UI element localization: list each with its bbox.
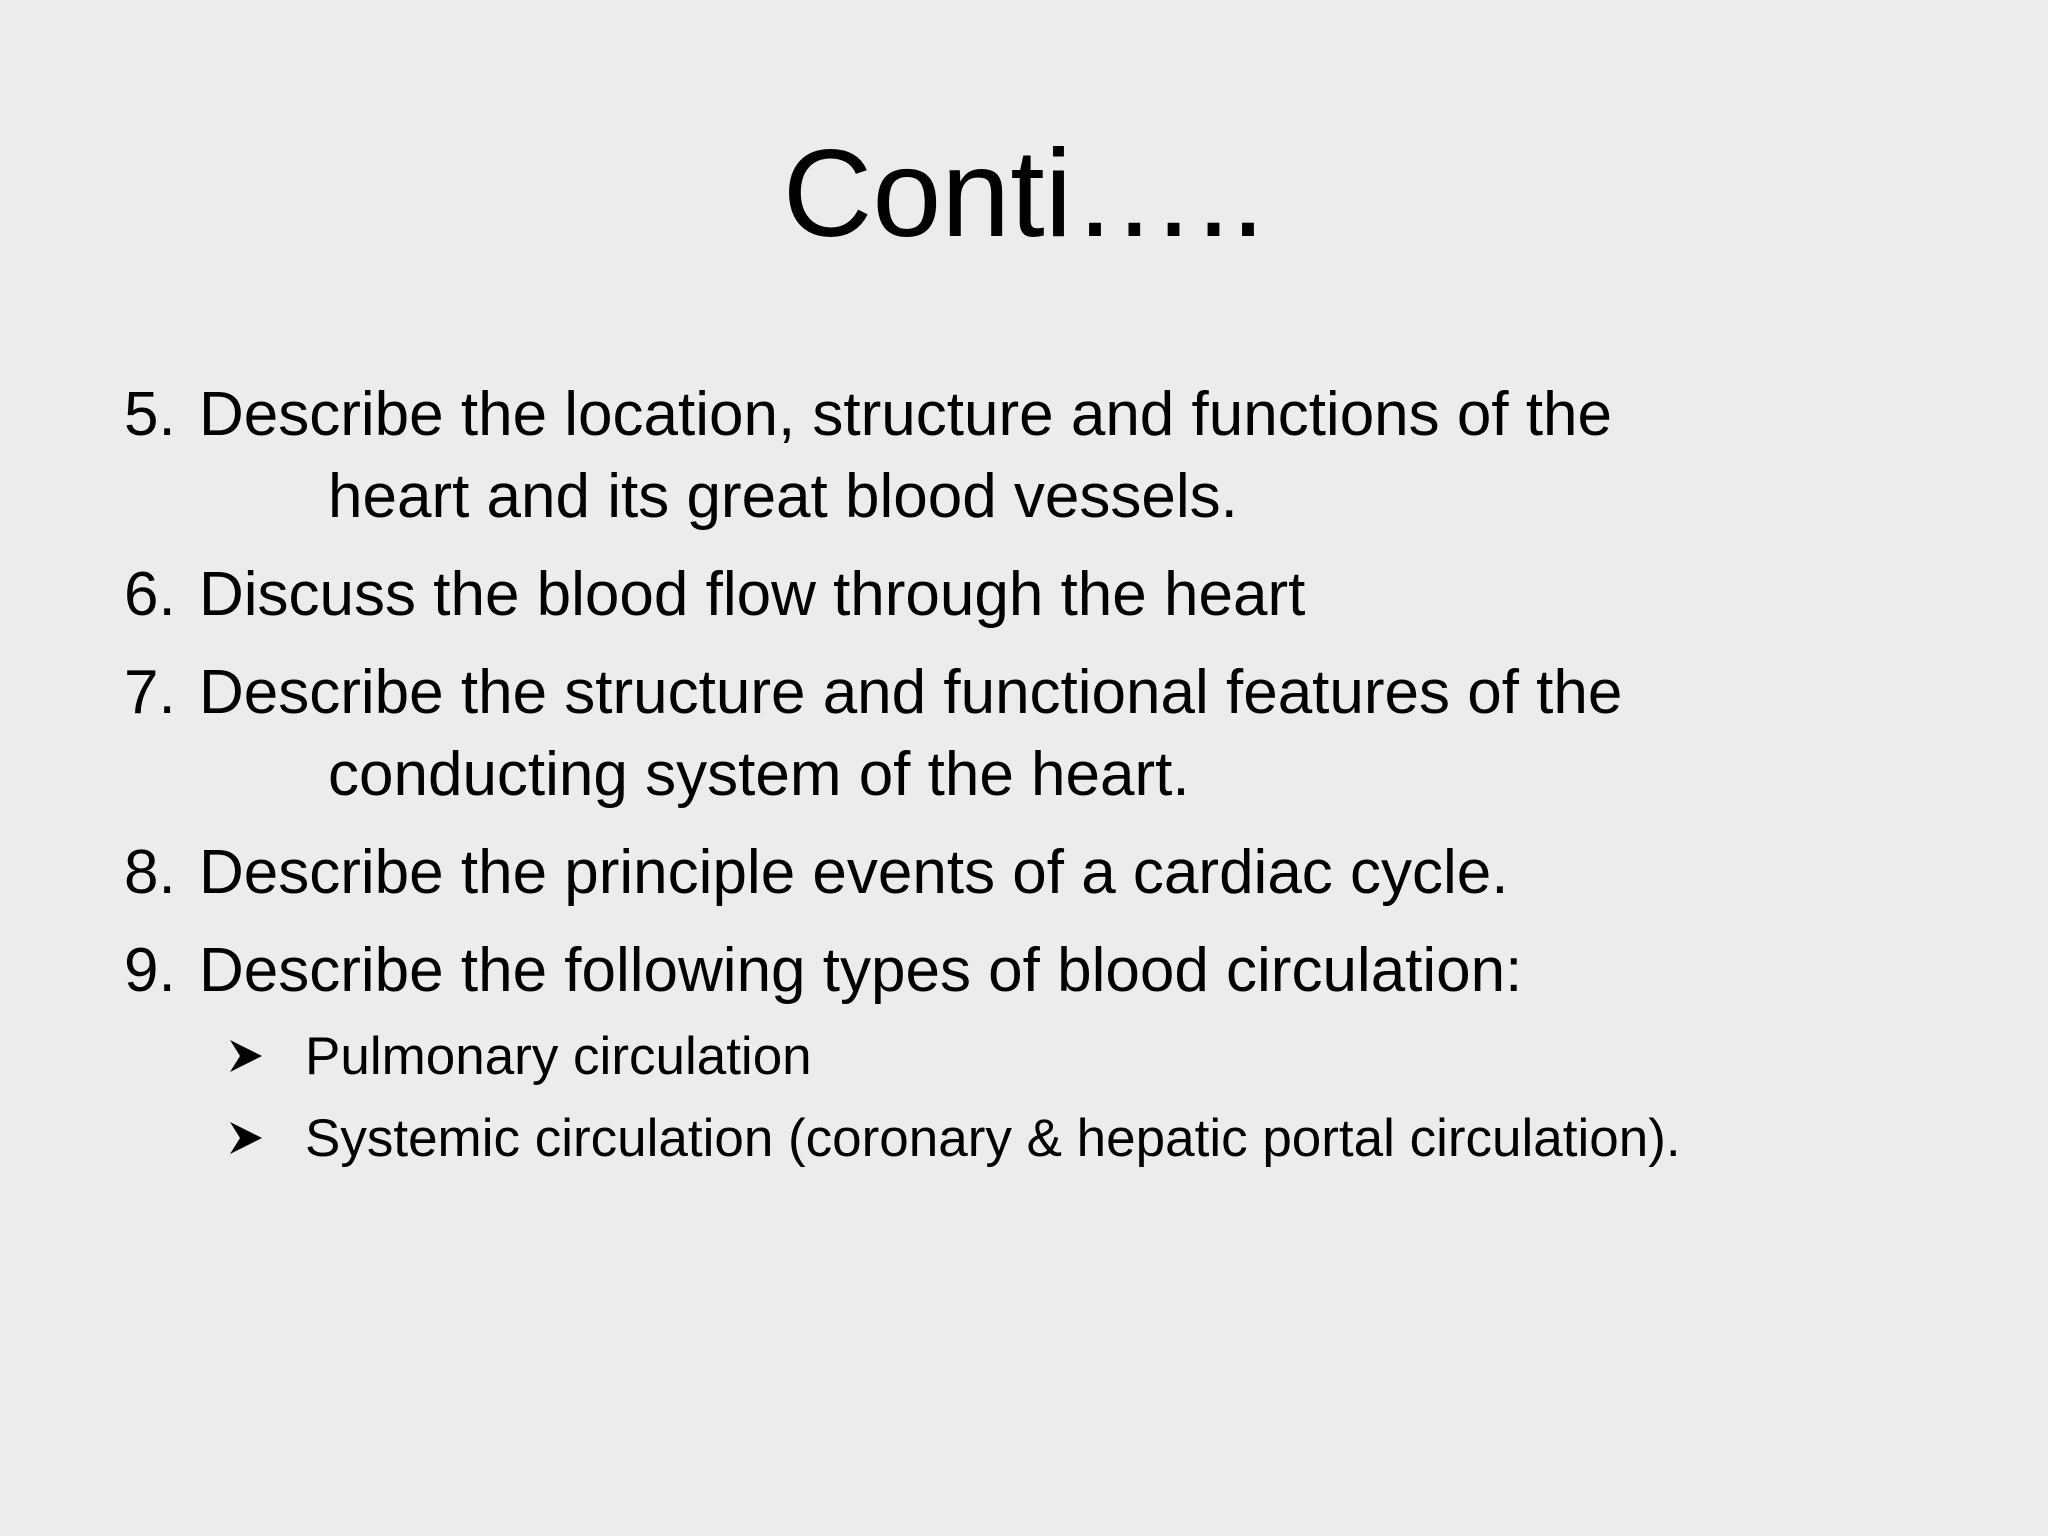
objectives-list xyxy=(124,374,1984,1196)
slide-title: Conti….. xyxy=(782,125,1266,263)
item-number: 7. xyxy=(124,658,176,727)
list-item xyxy=(124,652,1984,816)
item-number: 5. xyxy=(124,380,176,449)
item-text-line2: conducting system of the heart. xyxy=(328,740,1190,809)
item-text-line1: Describe the following types of blood circulation: xyxy=(199,936,1523,1005)
item-text-line1: Discuss the blood flow through the heart xyxy=(199,560,1306,629)
list-item xyxy=(124,374,1984,538)
item-text-line1: Describe the location, structure and functions of the xyxy=(199,380,1613,449)
sub-list-item xyxy=(124,1016,1984,1098)
item-number: 8. xyxy=(124,838,176,907)
sub-item-text: Pulmonary circulation xyxy=(305,1027,812,1086)
item-text-line1: Describe the principle events of a cardiac cycle. xyxy=(199,838,1509,907)
item-text-line1: Describe the structure and functional features of the xyxy=(199,658,1623,727)
arrowhead-bullet-icon xyxy=(226,1118,266,1158)
list-item xyxy=(124,832,1984,914)
arrowhead-bullet-icon xyxy=(226,1036,266,1076)
circulation-sub-list xyxy=(124,1016,1984,1180)
sub-list-item xyxy=(124,1098,1984,1180)
item-number: 9. xyxy=(124,936,176,1005)
list-item xyxy=(124,930,1984,1180)
item-text-line2: heart and its great blood vessels. xyxy=(328,462,1238,531)
item-number: 6. xyxy=(124,560,176,629)
list-item xyxy=(124,554,1984,636)
sub-item-text: Systemic circulation (coronary & hepatic portal circulation). xyxy=(305,1109,1681,1168)
